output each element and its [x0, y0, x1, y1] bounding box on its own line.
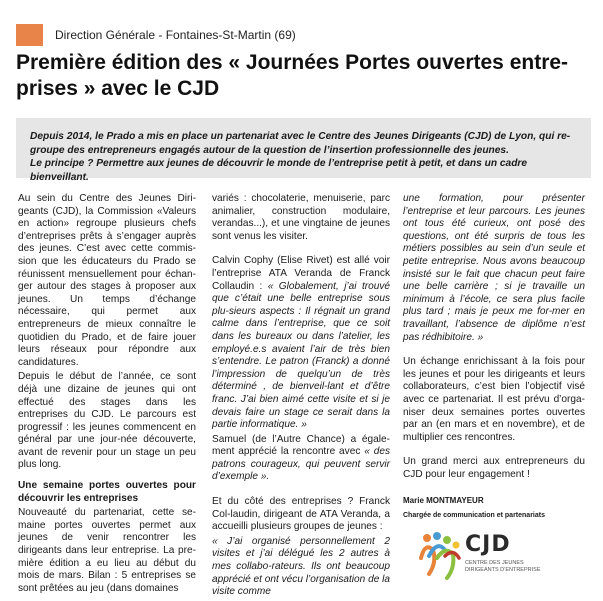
quote: « J’ai organisé personnellement 2 visites et j’ai délégué les 2 autres à mes collabo-rateurs. Ils ont beaucoup apprécié et ont vécu l’organisation de la visite comme [212, 535, 390, 598]
paragraph: variés : chocolaterie, menuiserie, parc animalier, construction modulaire, verandas...), et une vingtaine de jeunes sont venus les visiter. [212, 193, 390, 242]
paragraph: Nouveauté du partenariat, cette se-maine portes ouvertes permet aux jeunes de venir rencontrer les dirigeants dans leur entreprise. La pre-mière édition a eu lieu au début du mois de mars. Bilan : 5 entreprises se sont prêtées au jeu (dans domaines [18, 507, 196, 594]
signature-name: Marie MONTMAYEUR [403, 496, 484, 506]
quote: une formation, pour présenter l’entreprise et leur parcours. Les jeunes ont tous été curieux, ont posé des questions, ont été surpris de tous les métiers possibles au sein d’un seule et petite entreprise. Nous avons beaucoup insisté sur le fait que chacun peut faire une belle carrière ; si je travaille un minimum à l’école, ce sera plus facile plus tard ; mais je peux me for-mer en travaillant, l’absence de diplôme n’est pas rédhibitoire. » [403, 193, 585, 343]
paragraph: Depuis le début de l’année, ce sont déjà une dizaine de jeunes qui ont effectué des stages dans les entreprises du CJD. Le parcours est progressif : les jeunes commencent en général par une jour-née découverte, avant de revenir pour un stage un peu plus long. [18, 371, 196, 471]
quote: « Globalement, j’ai trouvé que c’était une belle entreprise sous plu-sieurs aspects : Il régnait un grand calme dans l’entreprise, que ce soit dans les bureaux ou dans l’atelier, les employé.e.s avaient l’air de très bien s’entendre. Le patron (Franck) a donné l’impression de quelqu’un de très déterminé , de bienveil-lant et d’être franc. J’ai bien aimé cette visite et si je devais faire un stage ce serait dans la partie informatique. » [212, 280, 390, 431]
cjd-logo-word: CJD [465, 532, 511, 557]
text: Calvin Cophy (Elise Rivet) est allé voir l’entreprise ATA Veranda de Franck Collaudin : [212, 255, 390, 292]
cjd-logo-tagline: CENTRE DES JEUNES DIRIGEANTS D’ENTREPRISE [465, 560, 541, 573]
text: Samuel (de l’Autre Chance) a égale-ment apprécié la rencontre avec [212, 433, 390, 458]
quote: « des patrons courageux, qui peuvent servir d’exemple ». [212, 446, 390, 483]
column-1 [18, 193, 196, 597]
cjd-logo [415, 528, 555, 586]
paragraph: Et du côté des entreprises ? Franck Col-laudin, dirigeant de ATA Veranda, a accueilli plusieurs groupes de jeunes : [212, 496, 390, 533]
section-header: Direction Générale - Fontaines-St-Martin (69) [55, 28, 296, 42]
paragraph: Au sein du Centre des Jeunes Diri-geants (CJD), la Commission «Valeurs en action» regroupe plusieurs chefs d’entreprises prêts à s’engager auprès des jeunes. C’est avec cette commis-sion que les éducateurs du Prado se réunissent mensuellement pour échan-ger autour des stages à proposer aux jeunes. Un temps d’échange nécessaire, qui permet aux entrepreneurs de mieux connaître le quotidien du Prado, et de faire jouer leurs réseaux pour répondre aux candidatures. [18, 193, 196, 368]
paragraph [212, 434, 390, 484]
paragraph: Un grand merci aux entrepreneurs du CJD pour leur engagement ! [403, 456, 585, 480]
column-3 [403, 193, 585, 525]
intro-box [16, 118, 591, 183]
cjd-logo-figures-icon [415, 528, 465, 586]
signature-role: Chargée de communication et partenariats [403, 512, 545, 520]
accent-square [16, 24, 43, 46]
article-title: Première édition des « Journées Portes ouvertes entre-prises » avec le CJD [16, 51, 569, 100]
column-2 [212, 193, 390, 601]
paragraph [212, 255, 390, 431]
paragraph: Un échange enrichissant à la fois pour les jeunes et pour les dirigeants et leurs collaborateurs, c’est bien l’objectif visé avec ce partenariat. Il est prévu d’orga-niser deux semaines portes ouvertes par an (en mars et en novembre), et de multiplier ces rencontres. [403, 356, 585, 443]
intro-line-1: Depuis 2014, le Prado a mis en place un partenariat avec le Centre des Jeunes Dirigeants (CJD) de Lyon, qui re-groupe des entrepreneurs engagés autour de la question de l’insertion professionnelle des jeunes. [30, 131, 571, 156]
intro-line-2: Le principe ? Permettre aux jeunes de découvrir le monde de l’entreprise petit à petit, et dans un cadre bienveillant. [30, 158, 528, 183]
subheading: Une semaine portes ouvertes pour découvrir les entreprises [18, 480, 196, 504]
